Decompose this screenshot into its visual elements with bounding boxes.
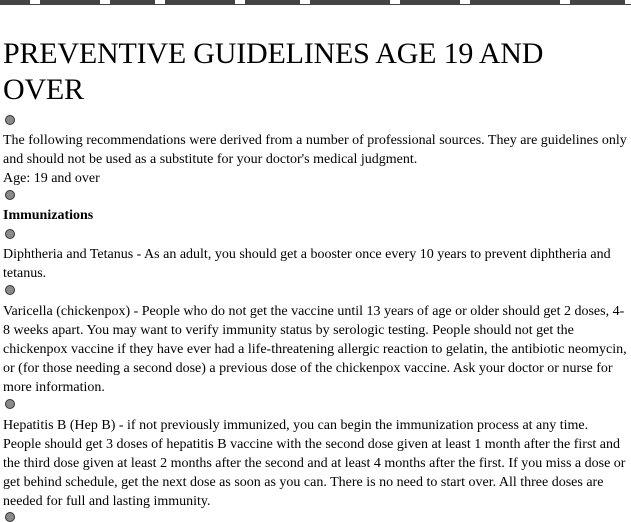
bullet-icon xyxy=(5,115,15,125)
page-title: PREVENTIVE GUIDELINES AGE 19 AND OVER xyxy=(3,37,544,106)
section-heading xyxy=(3,206,628,225)
list-item: Hepatitis B (Hep B) - if not previously immunized, you can begin the immunization process at any time. People should get 3 doses of hepatitis B vaccine with the second dose given at least 1 month after the first and the third dose given at least 2 months after the second and at least 4 months after the first. If you miss a dose or get behind schedule, get the next dose as soon as you can. There is no need to start over. All three doses are needed for full and lasting immunity. xyxy=(3,418,626,509)
bullet-icon xyxy=(5,512,15,522)
top-navigation-strip xyxy=(0,0,631,5)
bullet-icon xyxy=(5,285,15,295)
list-item: Diphtheria and Tetanus - As an adult, you should get a booster once every 10 years to prevent diphtheria and tetanus. xyxy=(3,247,611,281)
age-text: Age: 19 and over xyxy=(3,171,100,186)
bullet-icon xyxy=(5,399,15,409)
intro-text: The following recommendations were derived from a number of professional sources. They are guidelines only and should not be used as a substitute for your doctor's medical judgment. xyxy=(3,133,627,167)
list-item: Varicella (chickenpox) - People who do not get the vaccine until 13 years of age or older should get 2 doses, 4-8 weeks apart. You may want to verify immunity status by serologic testing. People should not get the chickenpox vaccine if they have ever had a life-threatening allergic reaction to gelatin, the antibiotic neomycin, or (for those needing a second dose) a previous dose of the chickenpox vaccine. Ask your doctor or nurse for more information. xyxy=(3,304,627,395)
bullet-icon xyxy=(5,190,15,200)
bullet-icon xyxy=(5,229,15,239)
section-heading-text: Immunizations xyxy=(3,208,94,223)
